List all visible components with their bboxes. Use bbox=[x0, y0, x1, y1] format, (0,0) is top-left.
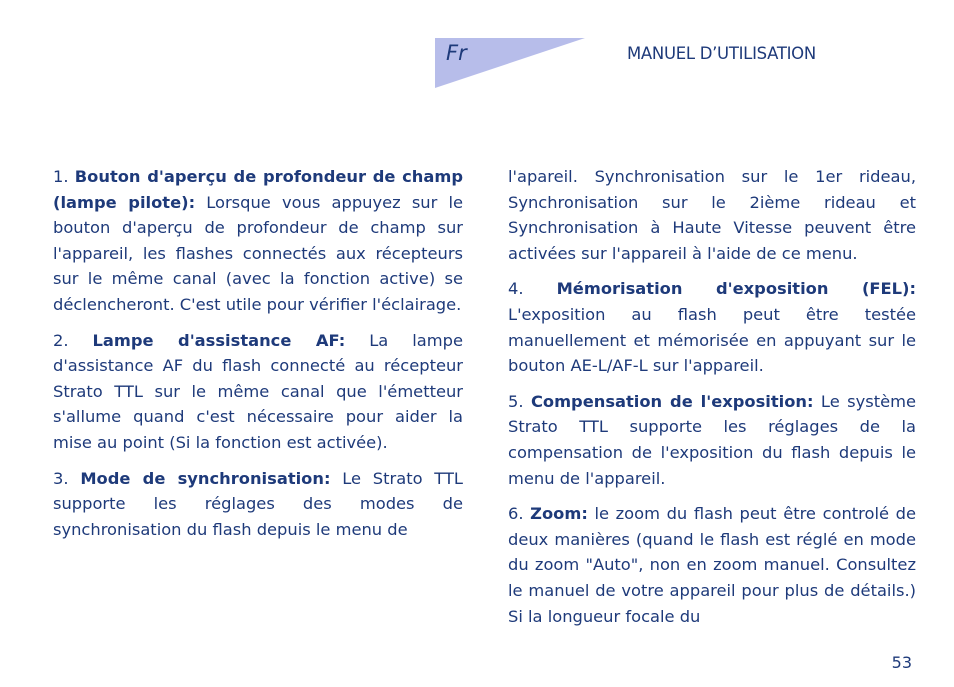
paragraph-6 bbox=[508, 501, 916, 629]
item-number: 1. bbox=[53, 167, 75, 186]
page-number: 53 bbox=[891, 653, 912, 672]
item-text: le zoom du flash peut être controlé de deux manières (quand le flash est réglé en mode du zoom "Auto", non en zoom manuel. Consultez le manuel de votre appareil pour plus de détails.) Si la longueur focale du bbox=[508, 504, 916, 626]
item-heading: Compensation de l'exposition: bbox=[530, 391, 814, 411]
paragraph-5 bbox=[508, 389, 916, 491]
paragraph-3-continued bbox=[508, 164, 916, 266]
item-text: Le Strato TTL supporte les réglages des modes de synchronisation du flash depuis le menu de bbox=[53, 468, 463, 539]
language-label: Fr bbox=[446, 41, 467, 65]
paragraph-1 bbox=[53, 164, 463, 318]
item-number: 3. bbox=[53, 468, 81, 488]
item-text: L'exposition au flash peut être testée manuellement et mémorisée en appuyant sur le bouton AE-L/AF-L sur l'appareil. bbox=[508, 304, 916, 376]
paragraph-3 bbox=[53, 466, 463, 543]
item-number: 4. bbox=[508, 279, 557, 299]
item-heading: Bouton d'aperçu de profondeur de champ (lampe pilote): bbox=[53, 167, 463, 212]
item-text: La lampe d'assistance AF du flash connecté au récepteur Strato TTL sur le même canal que l'émetteur s'allume quand c'est nécessaire pour aider la mise au point (Si la fonction est activée). bbox=[53, 330, 463, 452]
item-heading: Mémorisation d'exposition (FEL): bbox=[556, 279, 916, 299]
item-heading: Lampe d'assistance AF: bbox=[92, 330, 346, 350]
item-heading: Zoom: bbox=[530, 504, 588, 524]
item-heading: Mode de synchronisation: bbox=[80, 468, 331, 488]
item-text: Lorsque vous appuyez sur le bouton d'aperçu de profondeur de champ sur l'appareil, les flashes connectés aux récepteurs sur le même canal (avec la fonction active) se déclencheront. C'est utile pour vérifier l'éclairage. bbox=[53, 192, 463, 314]
item-number: 6. bbox=[508, 504, 531, 524]
manual-title: MANUEL D’UTILISATION bbox=[627, 44, 816, 63]
item-number: 5. bbox=[508, 391, 531, 411]
paragraph-4 bbox=[508, 276, 916, 378]
item-text: Le système Strato TTL supporte les réglages de la compensation de l'exposition du flash depuis le menu de l'appareil. bbox=[508, 391, 917, 488]
left-column bbox=[53, 164, 463, 552]
paragraph-2 bbox=[53, 328, 463, 456]
item-text: l'apareil. Synchronisation sur le 1er rideau, Synchronisation sur le 2ième rideau et Synchronisation à Haute Vitesse peuvent être activées sur l'appareil à l'aide de ce menu. bbox=[508, 167, 916, 263]
right-column bbox=[508, 164, 916, 639]
item-number: 2. bbox=[53, 330, 93, 350]
